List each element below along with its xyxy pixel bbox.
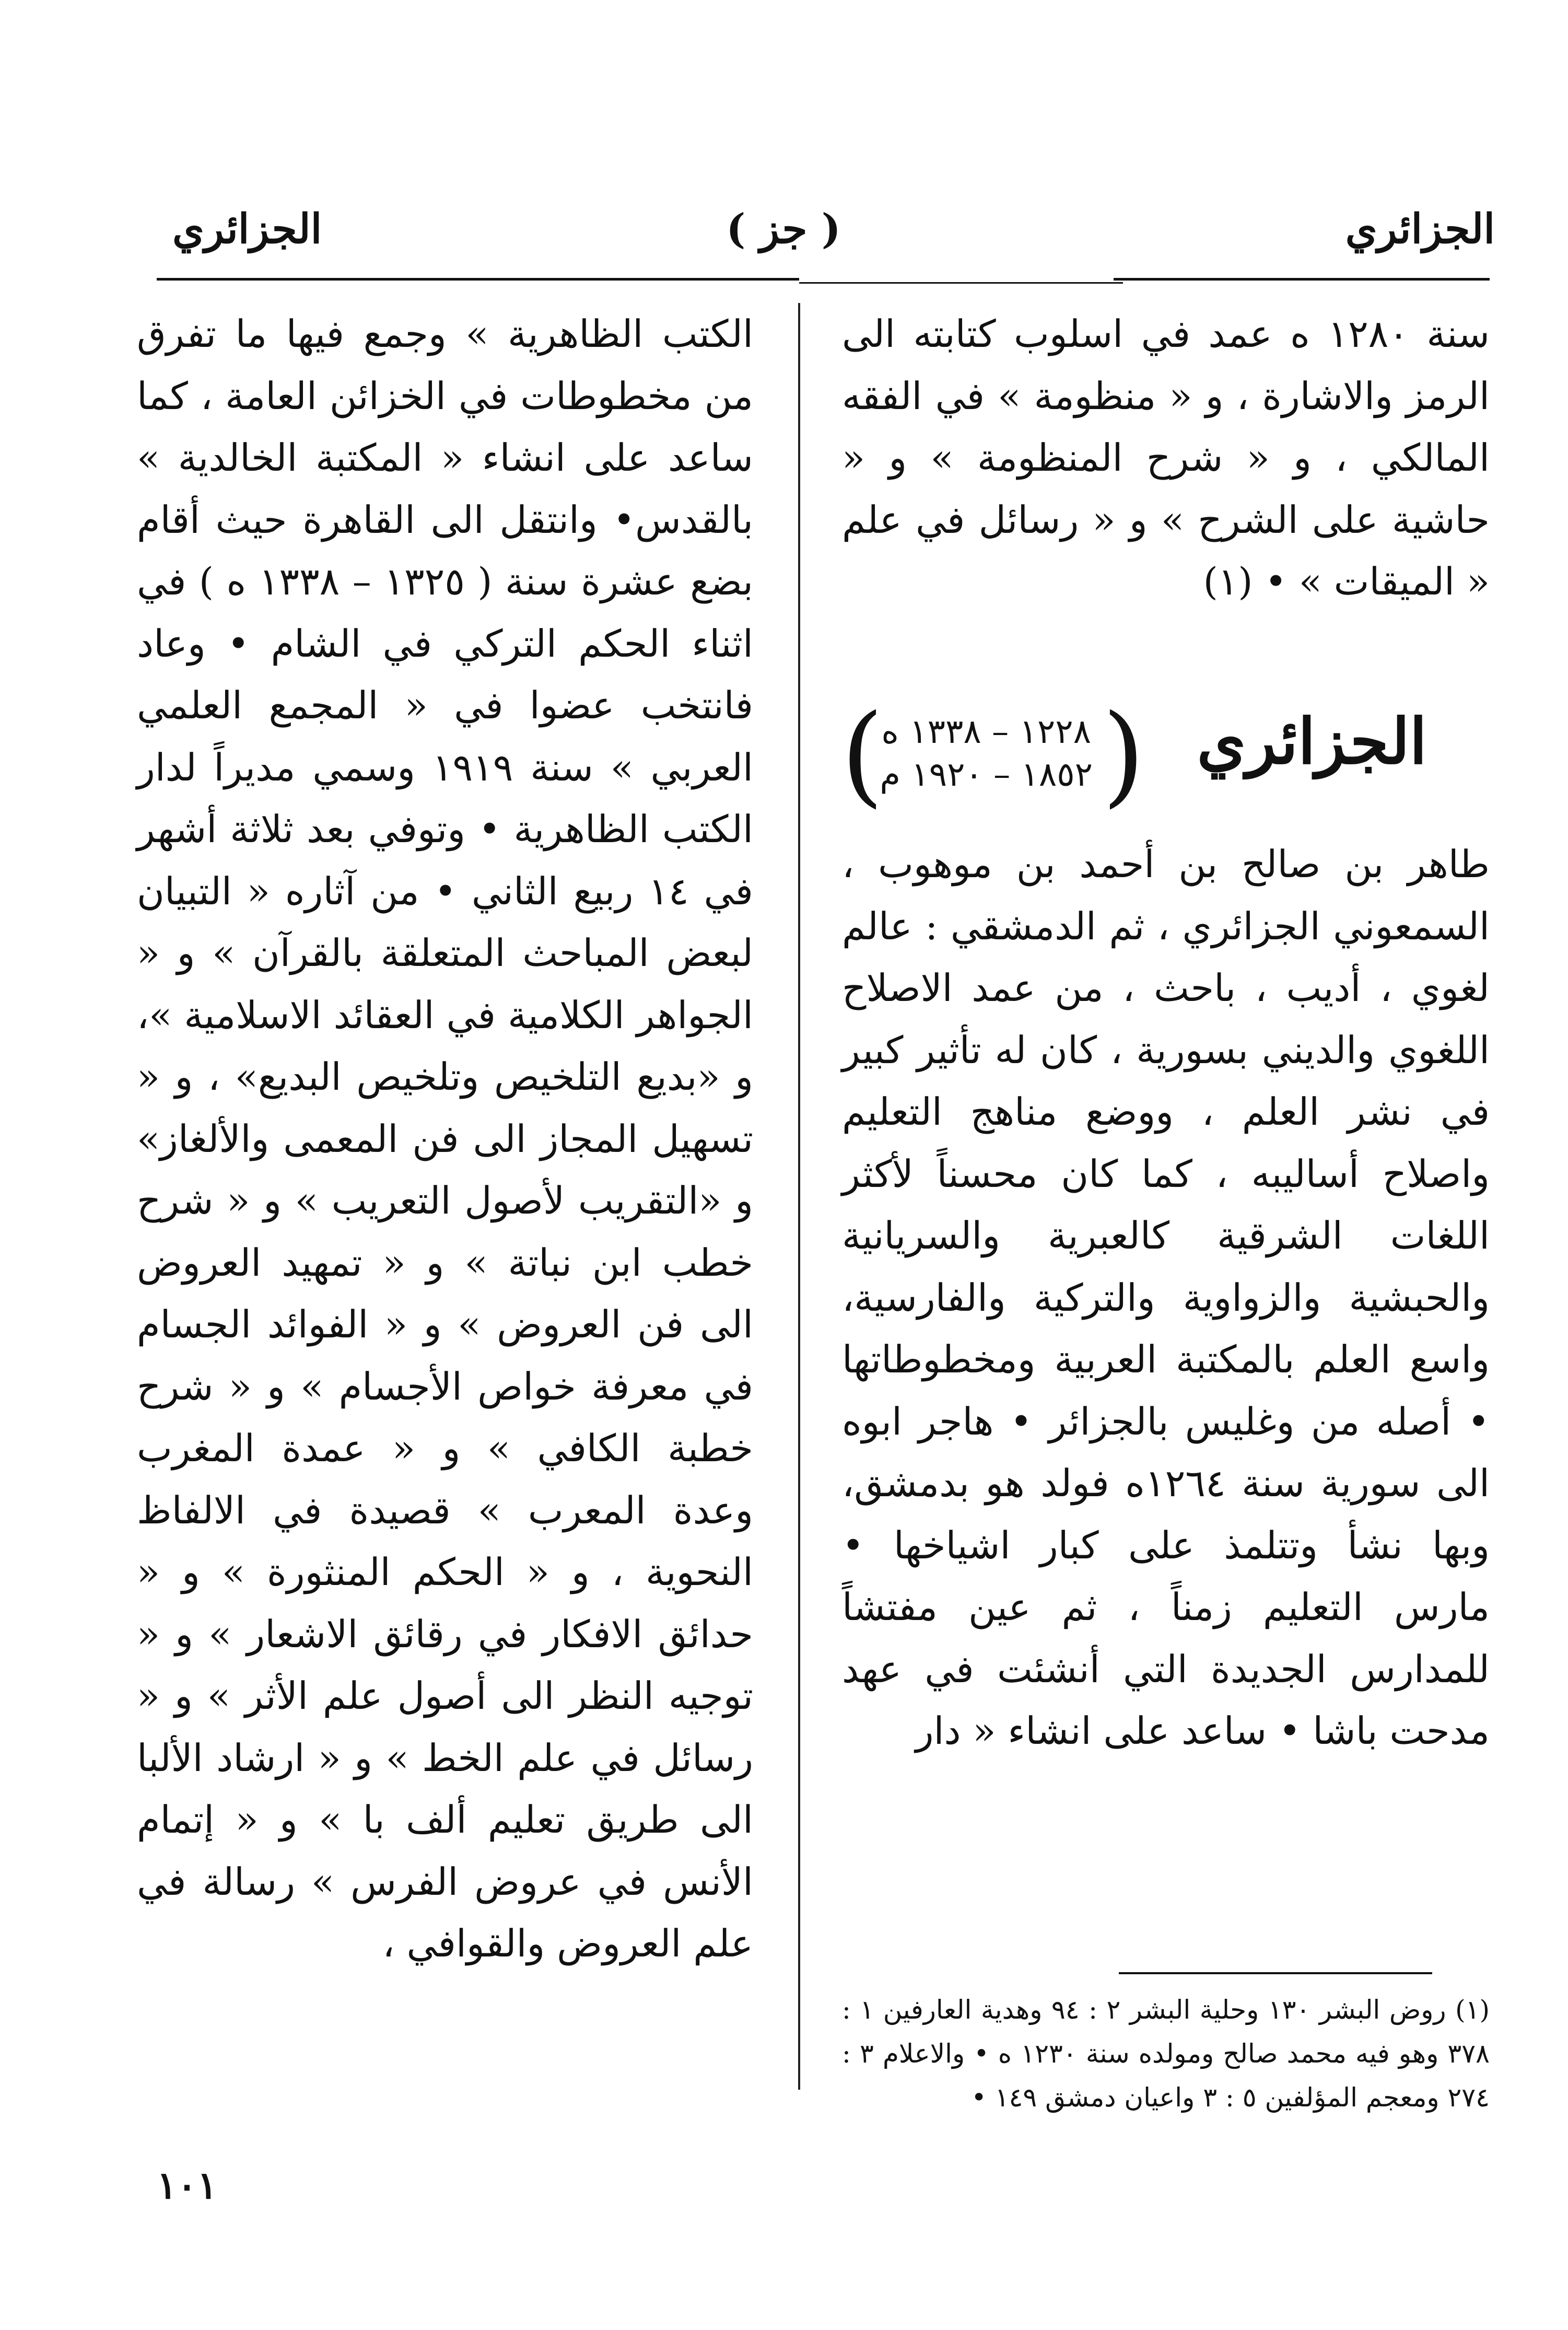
entry-heading xyxy=(841,691,1490,819)
previous-entry-tail xyxy=(842,303,1490,603)
gregorian-dates: ١٨٥٢ – ١٩٢٠ م xyxy=(880,755,1093,794)
running-header-left: الجزائري xyxy=(172,205,322,253)
hijri-dates: ١٢٢٨ – ١٣٣٨ ه xyxy=(881,713,1091,751)
heading-paren-open: ( xyxy=(1102,691,1145,819)
entry-name: الجزائري xyxy=(1197,705,1427,778)
footnote: (١) روض البشر ١٣٠ وحلية البشر ٢ : ٩٤ وهدية العارفين ١ : ٣٧٨ وهو فيه محمد صالح ومولده سنة ١٢٣٠ ه • والاعلام ٣ : ٢٧٤ ومعجم المؤلفين ٥ : ٣ واعيان دمشق ١٤٩ • xyxy=(842,1995,1490,2113)
column-divider xyxy=(798,303,800,2090)
running-header-right: الجزائري xyxy=(1345,205,1495,253)
header-rule-left xyxy=(157,278,799,281)
entry-body-right xyxy=(842,833,1490,1951)
page-number: ١٠١ xyxy=(157,2163,218,2207)
footnote-rule xyxy=(1119,1972,1432,1974)
previous-entry-text: سنة ١٢٨٠ ه عمد في اسلوب كتابته الى الرمز والاشارة ، و « منظومة » في الفقه المالكي ، و « شرح المنظومة » و « حاشية على الشرح » و « رسائل في علم « الميقات » • (١) xyxy=(842,312,1490,603)
running-header-center: ( جز ) xyxy=(726,205,841,253)
header-rule-right xyxy=(1114,278,1490,281)
entry-body-left xyxy=(137,303,753,2330)
header-rule-center xyxy=(799,282,1123,284)
entry-body-continued: الكتب الظاهرية » وجمع فيها ما تفرق من مخطوطات في الخزائن العامة ، كما ساعد على انشاء « المكتبة الخالدية » بالقدس• وانتقل الى القاهرة حيث أقام بضع عشرة سنة ( ١٣٢٥ – ١٣٣٨ ه ) في اثناء الحكم التركي في الشام • وعاد فانتخب عضوا في « المجمع العلمي العربي » سنة ١٩١٩ وسمي مديراً لدار الكتب الظاهرية • وتوفي بعد ثلاثة أشهر في ١٤ ربيع الثاني • من آثاره « التبيان لبعض المباحث المتعلقة بالقرآن » و « الجواهر الكلامية في العقائد الاسلامية »، و «بديع التلخيص وتلخيص البديع» ، و « تسهيل المجاز الى فن المعمى والألغاز» و «التقريب لأصول التعريب » و « شرح خطب ابن نباتة » و « تمهيد العروض الى فن العروض » و « الفوائد الجسام في معرفة خواص الأجسام » و « شرح خطبة الكافي » و « عمدة المغرب وعدة المعرب » قصيدة في الالفاظ النحوية ، و « الحكم المنثورة » و « حدائق الافكار في رقائق الاشعار » و « توجيه النظر الى أصول علم الأثر » و « رسائل في علم الخط » و « ارشاد الألبا الى طريق تعليم ألف با » و « إتمام الأنس في عروض الفرس » رسالة في علم العروض والقوافي ، xyxy=(137,312,753,1965)
heading-paren-close: ) xyxy=(841,691,884,819)
entry-dates xyxy=(880,710,1093,796)
entry-body-text: طاهر بن صالح بن أحمد بن موهوب ، السمعوني الجزائري ، ثم الدمشقي : عالم لغوي ، أديب ، باحث ، من عمد الاصلاح اللغوي والديني بسورية ، كان له تأثير كبير في نشر العلم ، ووضع مناهج التعليم واصلاح أساليبه ، كما كان محسناً لأكثر اللغات الشرقية كالعبرية والسريانية والحبشية والزواوية والتركية والفارسية، واسع العلم بالمكتبة العربية ومخطوطاتها • أصله من وغليس بالجزائر • هاجر ابوه الى سورية سنة ١٢٦٤ه فولد هو بدمشق، وبها نشأ وتتلمذ على كبار اشياخها • مارس التعليم زمناً ، ثم عين مفتشاً للمدارس الجديدة التي أنشئت في عهد مدحت باشا • ساعد على انشاء « دار xyxy=(842,842,1490,1753)
